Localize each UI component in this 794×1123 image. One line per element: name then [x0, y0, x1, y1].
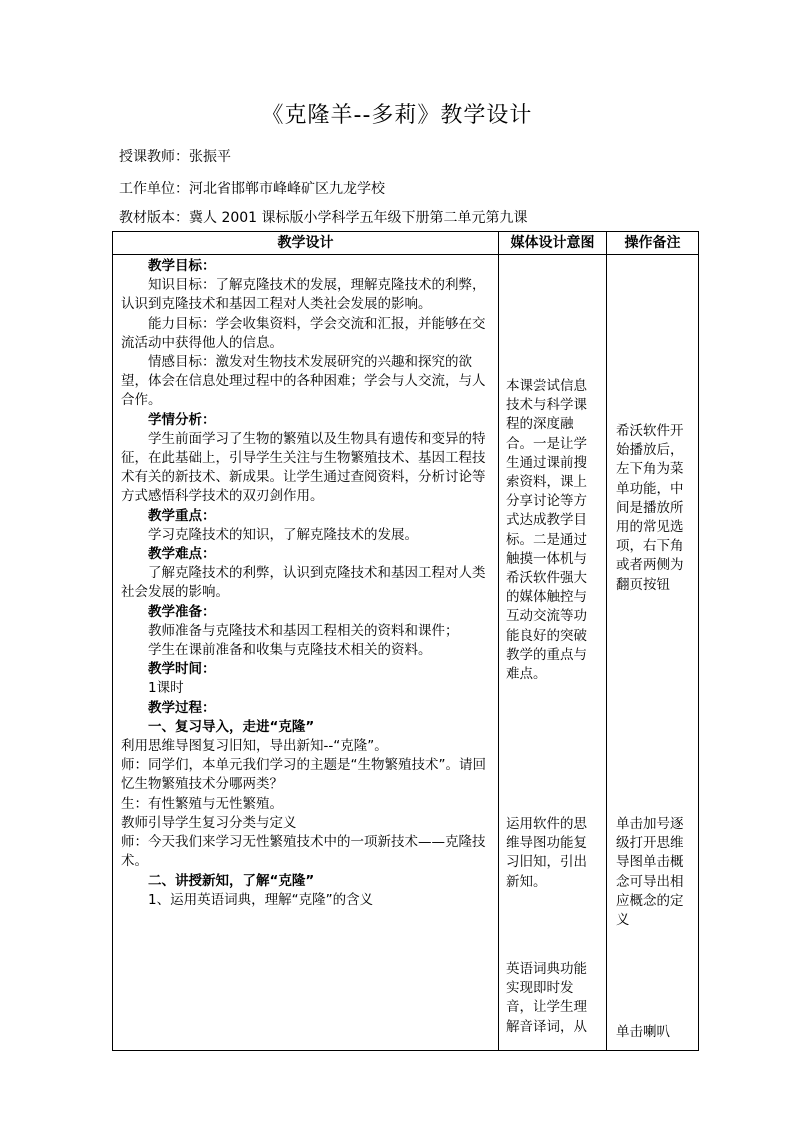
key-heading: 教学重点： — [148, 507, 216, 524]
goals-heading: 教学目标： — [148, 258, 216, 274]
notes-cell — [607, 255, 699, 1051]
header-notes: 操作备注 — [607, 232, 699, 255]
key-text: 学习克隆技术的知识，了解克隆技术的发展。 — [148, 526, 418, 543]
step1-line-2: 师：同学们，本单元我们学习的主题是“生物繁殖技术”。请回忆生物繁殖技术分哪两类？ — [121, 757, 486, 793]
step1-heading: 一、复习导入，走进“克隆” — [148, 718, 315, 735]
analysis-text: 学生前面学习了生物的繁殖以及生物具有遗传和变异的特征，在此基础上，引导学生关注与生物繁殖技术、基因工程技术有关的新技术、新成果。让学生通过查阅资料，分析讨论等方式感悟科学技术的双刃剑作用。 — [121, 430, 486, 505]
lesson-table — [112, 231, 699, 1051]
teacher-line: 授课教师：张振平 — [119, 149, 231, 165]
difficult-text: 了解克隆技术的利弊，认识到克隆技术和基因工程对人类社会发展的影响。 — [121, 565, 486, 601]
note-1: 希沃软件开始播放后，左下角为菜单功能，中间是播放所用的常见选项，右下角或者两侧为翻页按钮 — [616, 423, 684, 593]
step2-line-1: 1、运用英语词典，理解“克隆”的含义 — [148, 891, 374, 908]
edition-line: 教材版本：冀人 2001 课标版小学科学五年级下册第二单元第九课 — [119, 210, 528, 226]
prep-heading: 教学准备： — [148, 603, 216, 620]
media-intent-3: 英语词典功能实现即时发音，让学生理解音译词，从 — [506, 961, 587, 1035]
header-media: 媒体设计意图 — [499, 232, 607, 255]
process-heading: 教学过程： — [148, 699, 216, 716]
analysis-heading: 学情分析： — [148, 411, 216, 428]
step1-line-5: 师：今天我们来学习无性繁殖技术中的一项新技术——克隆技术。 — [121, 834, 486, 870]
table-header-row — [113, 232, 699, 255]
step1-line-3: 生：有性繁殖与无性繁殖。 — [121, 795, 283, 812]
unit-line: 工作单位：河北省邯郸市峰峰矿区九龙学校 — [119, 181, 385, 197]
goal-emotion: 情感目标：激发对生物技术发展研究的兴趣和探究的欲望，体会在信息处理过程中的各种困难；学会与人交流，与人合作。 — [121, 354, 486, 409]
note-2: 单击加号逐级打开思维导图单击概念可导出相应概念的定义 — [616, 816, 684, 929]
goal-ability: 能力目标：学会收集资料，学会交流和汇报，并能够在交流活动中获得他人的信息。 — [121, 315, 486, 351]
difficult-heading: 教学难点： — [148, 546, 216, 563]
header-design: 教学设计 — [113, 232, 499, 255]
goal-knowledge: 知识目标：了解克隆技术的发展，理解克隆技术的利弊，认识到克隆技术和基因工程对人类社会发展的影响。 — [121, 277, 486, 313]
step1-line-4: 教师引导学生复习分类与定义 — [121, 814, 297, 831]
table-body-row — [113, 255, 699, 1051]
media-cell — [499, 255, 607, 1051]
prep-teacher: 教师准备与克隆技术和基因工程相关的资料和课件； — [148, 622, 459, 639]
step2-heading: 二、讲授新知，了解“克隆” — [148, 872, 315, 889]
media-intent-1: 本课尝试信息技术与科学课程的深度融合。一是让学生通过课前搜索资料，课上分享讨论等方式达成教学目标。二是通过触摸一体机与希沃软件强大的媒体触控与互动交流等功能良好的突破教学的重点与难点。 — [506, 378, 587, 683]
prep-student: 学生在课前准备和收集与克隆技术相关的资料。 — [148, 642, 432, 659]
design-cell — [113, 255, 499, 1051]
document-title: 《克隆羊--多莉》教学设计 — [261, 103, 533, 128]
note-3: 单击喇叭 — [616, 1024, 670, 1040]
step1-line-1: 利用思维导图复习旧知，导出新知--“克隆”。 — [121, 738, 388, 755]
time-text: 1课时 — [148, 680, 184, 697]
time-heading: 教学时间： — [148, 661, 216, 678]
media-intent-2: 运用软件的思维导图功能复习旧知，引出新知。 — [506, 816, 587, 890]
